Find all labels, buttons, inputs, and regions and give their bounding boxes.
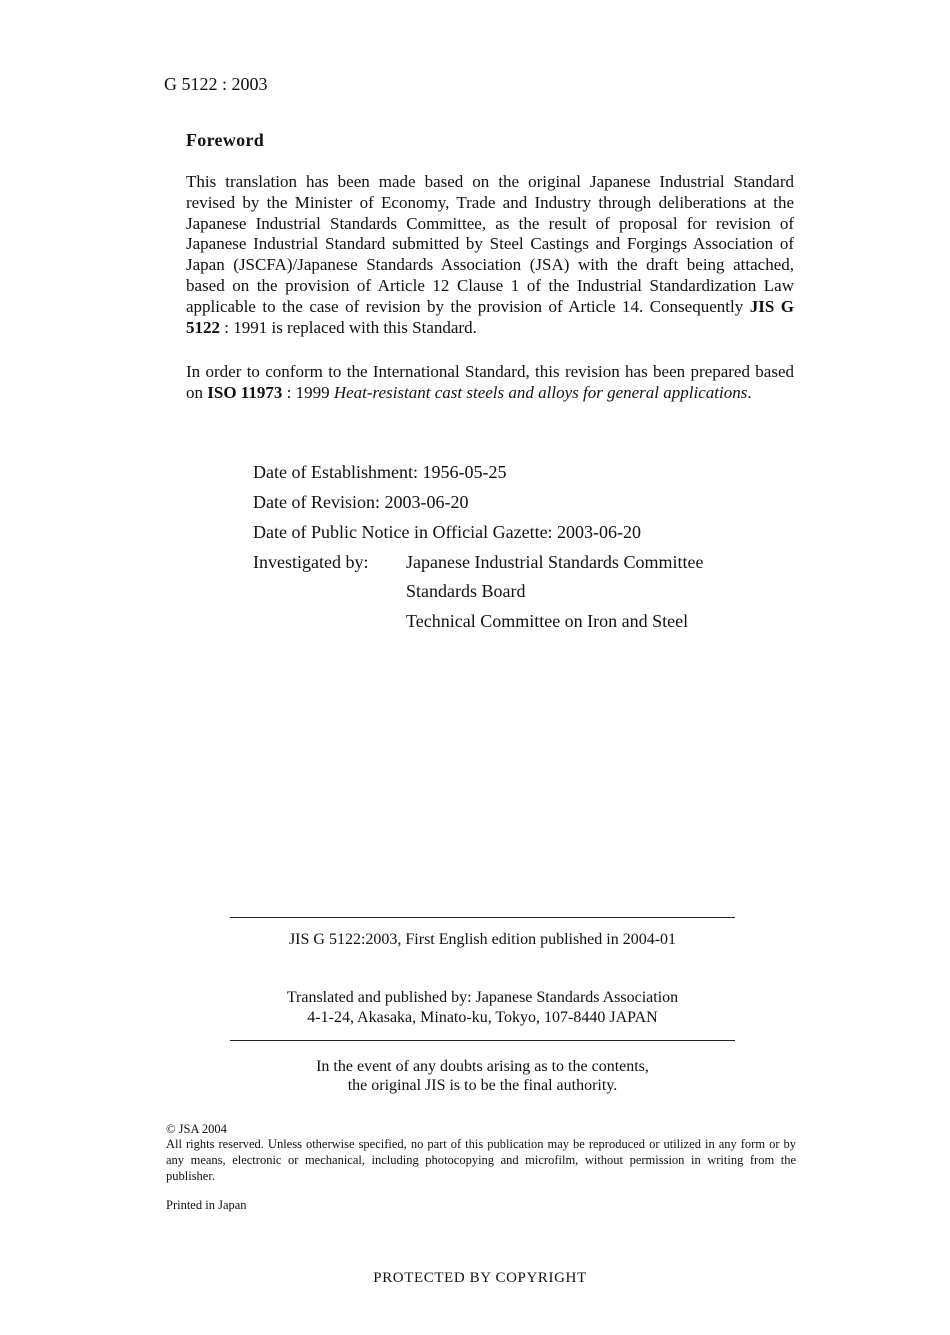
foreword-heading: Foreword bbox=[186, 130, 265, 150]
translated-by: Translated and published by: Japanese Standards Association bbox=[286, 989, 679, 1006]
jis-reference: JIS G 5122 bbox=[186, 296, 794, 337]
iso-reference: ISO 11973 bbox=[207, 382, 283, 402]
paragraph-1-text: This translation has been made based on the original Japanese Industrial Standard revised by the Minister of Economy, Trade and Industry through deliberations at the Japanese Industrial Standards Committee, as the result of proposal for revision of Japanese Industrial Standard submitted by Steel Castings and Forgings Association of Japan (JSCFA)/Japanese Standards Association (JSA) with the draft being attached, based on the provision of Article 12 Clause 1 of the Industrial Standardization Law applicable to the case of revision by the provision of Article 14. Consequently bbox=[186, 172, 794, 316]
foreword-paragraph-1 bbox=[186, 172, 794, 338]
investigated-by-label: Investigated by: bbox=[253, 552, 369, 572]
iso-year: : 1999 bbox=[282, 382, 334, 402]
foreword-paragraph-2 bbox=[186, 362, 794, 404]
iso-title: Heat-resistant cast steels and alloys for general applications bbox=[333, 382, 748, 402]
investigator-line-1: Japanese Industrial Standards Committee bbox=[406, 552, 704, 572]
divider-top bbox=[230, 917, 735, 918]
document-id: G 5122 : 2003 bbox=[164, 74, 268, 94]
authority-line-2: the original JIS is to be the final authority. bbox=[347, 1077, 618, 1094]
jis-reference-tail: : 1991 is replaced with this Standard. bbox=[220, 317, 477, 337]
authority-line-1: In the event of any doubts arising as to the contents, bbox=[316, 1058, 649, 1075]
date-of-establishment: Date of Establishment: 1956-05-25 bbox=[253, 462, 507, 482]
investigator-line-2: Standards Board bbox=[406, 581, 526, 601]
date-of-public-notice: Date of Public Notice in Official Gazette: 2003-06-20 bbox=[253, 522, 642, 542]
divider-bottom bbox=[230, 1040, 735, 1041]
copyright-footer: PROTECTED BY COPYRIGHT bbox=[373, 1270, 587, 1286]
paragraph-2-text: In order to conform to the International Standard, this revision has been prepared based on bbox=[186, 362, 794, 402]
printed-in: Printed in Japan bbox=[166, 1198, 247, 1212]
investigator-line-3: Technical Committee on Iron and Steel bbox=[406, 611, 689, 631]
rights-notice: All rights reserved. Unless otherwise specified, no part of this publication may be reproduced or utilized in any form or by any means, electronic or mechanical, including photocopying and microfilm, without permission in writing from the publisher. bbox=[166, 1137, 796, 1183]
paragraph-2-period: . bbox=[747, 382, 752, 402]
date-of-revision: Date of Revision: 2003-06-20 bbox=[253, 492, 469, 512]
publisher-address: 4-1-24, Akasaka, Minato-ku, Tokyo, 107-8440 JAPAN bbox=[307, 1009, 658, 1026]
copyright-holder: © JSA 2004 bbox=[166, 1122, 227, 1136]
edition-note: JIS G 5122:2003, First English edition published in 2004-01 bbox=[288, 931, 677, 948]
